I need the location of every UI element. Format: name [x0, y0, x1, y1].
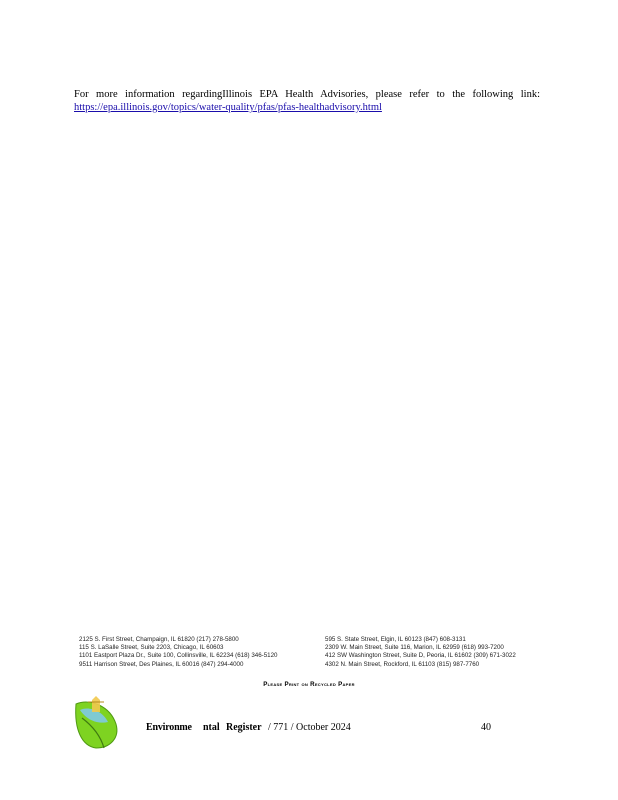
- office-address: 9511 Harrison Street, Des Plaines, IL 60016 (847) 294-4000: [79, 660, 244, 668]
- office-address: 1101 Eastport Plaza Dr., Suite 100, Collinsville, IL 62234 (618) 346-5120: [79, 652, 278, 660]
- footer-issue: / 771 / October 2024: [268, 722, 351, 733]
- health-advisory-link[interactable]: https://epa.illinois.gov/topics/water-quality/pfas/pfas-healthadvisory.html: [74, 102, 382, 113]
- office-address: 2125 S. First Street, Champaign, IL 61820 (217) 278-5800: [79, 636, 239, 643]
- office-address: 595 S. State Street, Elgin, IL 60123 (847) 608-3131: [325, 636, 466, 643]
- leaf-logo-icon: [70, 694, 122, 750]
- info-text: For more information regardingIllinois EPA Health Advisories, please refer to the following link:: [74, 89, 540, 100]
- office-address: 2309 W. Main Street, Suite 116, Marion, IL 62959 (618) 993-7200: [325, 644, 504, 652]
- info-paragraph: [74, 88, 540, 114]
- footer-title-part: Environme: [146, 722, 192, 733]
- office-column-left: [79, 636, 277, 669]
- page-number: 40: [481, 722, 491, 733]
- office-column-right: [325, 636, 516, 669]
- footer-title-part: ntal: [203, 722, 220, 733]
- office-address: 115 S. LaSalle Street, Suite 2203, Chicago, IL 60603: [79, 644, 224, 652]
- office-address: 412 SW Washington Street, Suite D, Peoria, IL 61602 (309) 671-3022: [325, 652, 516, 660]
- footer-title-part: Register: [226, 722, 262, 733]
- office-address: 4302 N. Main Street, Rockford, IL 61103 (815) 987-7760: [325, 660, 480, 668]
- recycled-paper-note: Please Print on Recycled Paper: [263, 681, 355, 688]
